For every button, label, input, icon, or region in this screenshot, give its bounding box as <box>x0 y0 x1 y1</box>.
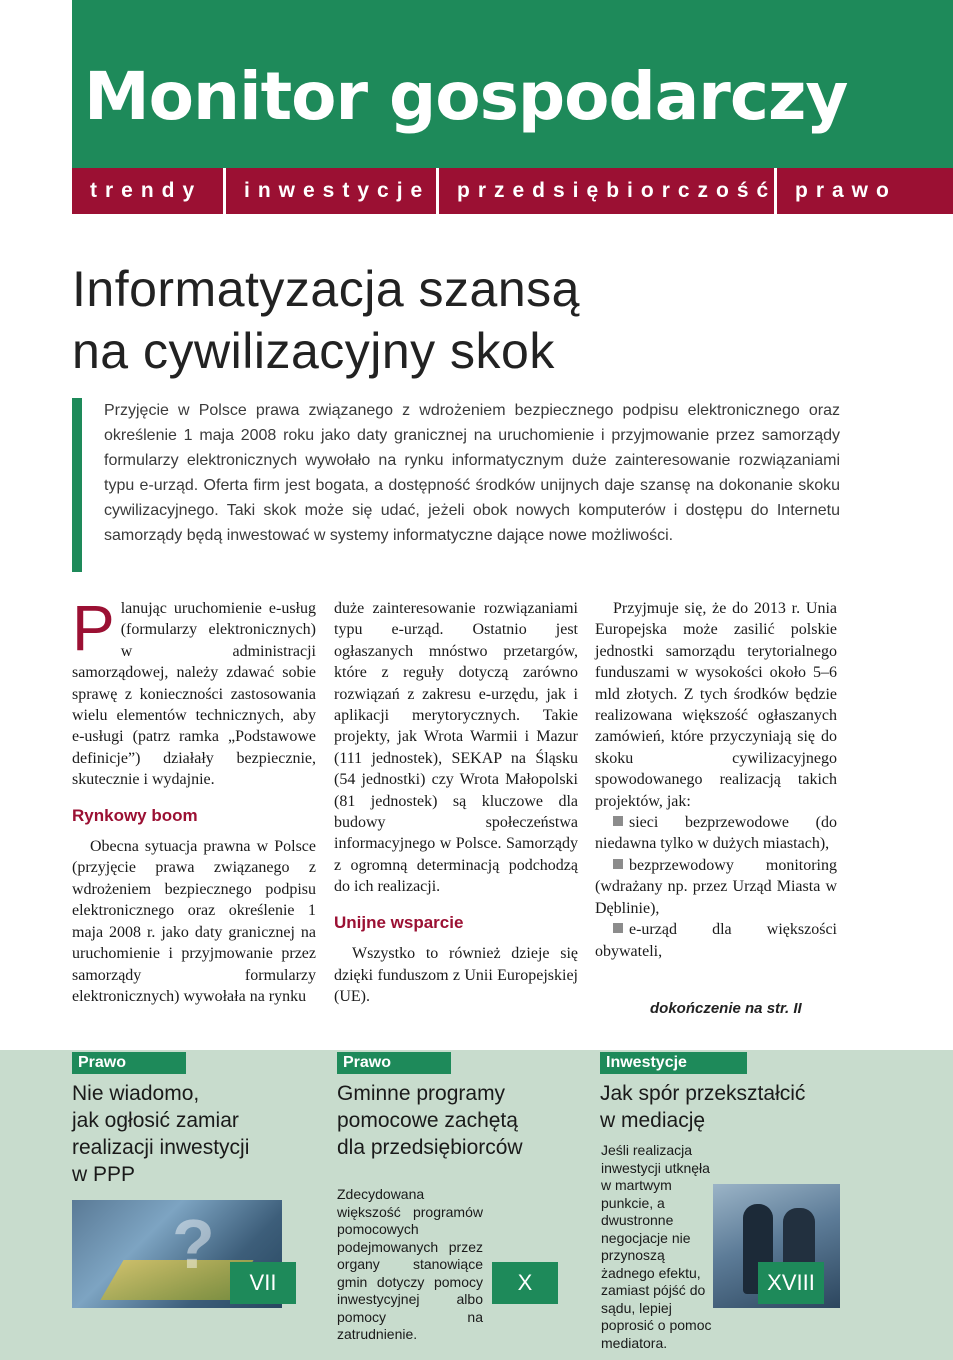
headline-line-1: Informatyzacja szansą <box>72 261 580 317</box>
teaser-tag: Prawo <box>72 1052 186 1074</box>
bullet-square-icon <box>613 923 623 933</box>
paragraph-2: Obecna sytuacja prawna w Polsce (przyjęcie prawa związanego z wdrożeniem bezpiecznego podpisu elektronicznego oraz określenie 1 maja 2008 r. jako daty granicznej na uruchomienie i przyjmowanie przez samorządy formularzy elektronicznych) wywołała na rynku <box>72 838 316 1005</box>
body-column-3 <box>595 598 837 962</box>
bullet-item <box>595 812 837 855</box>
section-trendy[interactable]: trendy <box>90 179 203 202</box>
section-inwestycje[interactable]: inwestycje <box>223 168 436 214</box>
section-nav <box>72 168 953 214</box>
teaser-page-number[interactable]: VII <box>230 1262 296 1304</box>
paragraph-4: Przyjmuje się, że do 2013 r. Unia Europejska może zasilić polskie jednostki samorządu terytorialnego funduszami w wysokości około 5–6 mld złotych. Z tych środków będzie realizowana większość ogłaszanych zamówień, które przyczyniają się do skoku cywilizacyjnego spowodowanego realizacją takich projektów, jak: <box>595 600 837 810</box>
paragraph-2-continued: duże zainteresowanie rozwiązaniami typu e-urząd. Ostatnio jest ogłaszanych mnóstwo przetargów, które z reguły dotyczą zarówno rozwiązań z zakresu e-urzędu, jak i aplikacji merytorycznych. Takie projekty, jak Wrota Warmii i Mazur (111 jednostek), SEKAP na Śląsku (54 jednostki) czy Wrota Małopolski (81 jednostek) są kluczowe dla budowy społeczeństwa informacyjnego w Polsce. Samorządy z ogromną determinacją podchodzą do ich realizacji. <box>334 600 578 896</box>
article-lead: Przyjęcie w Polsce prawa związanego z wdrożeniem bezpiecznego podpisu elektronicznego oraz określenie 1 maja 2008 roku jako daty granicznej na uruchomienie i przyjmowanie przez samorządy formularzy elektronicznych wywołało na rynku informatycznym duże zainteresowanie rozwiązaniami typu e-urząd. Oferta firm jest bogata, a dostępność środków unijnych daje szansę na dokonanie skoku cywilizacyjnego. Taki skok może się udać, jeżeli obok nowych komputerów i dostępu do Internetu samorządy będą inwestować w systemy informatyczne dające nowe możliwości. <box>104 402 840 544</box>
body-column-1 <box>72 592 316 1007</box>
drop-cap: P <box>72 592 115 664</box>
subhead-rynkowy-boom: Rynkowy boom <box>72 805 198 825</box>
paragraph-1: lanując uruchomienie e-usług (formularzy elektronicznych) w administracji samorządowej, należy zdawać sobie sprawę z konieczności zastosowania wielu elementów technicznych, aby e-usługi (patrz ramka „Podstawowe definicje”) działały bezpiecznie, skutecznie i wydajnie. <box>72 600 316 789</box>
teaser-page-number[interactable]: XVIII <box>758 1262 824 1304</box>
bullet-item <box>595 855 837 919</box>
teaser-title: Nie wiadomo, jak ogłosić zamiar realizacji inwestycji w PPP <box>72 1082 250 1186</box>
teaser-ppp[interactable] <box>72 1052 272 1188</box>
bullet-text: e-urząd dla większości obywateli, <box>595 921 837 960</box>
teaser-mediacja[interactable] <box>600 1052 840 1134</box>
teaser-page-number[interactable]: X <box>492 1262 558 1304</box>
section-przedsiebiorczosc[interactable]: przedsiębiorczość <box>436 168 774 214</box>
article-headline <box>72 258 580 382</box>
bullet-text: sieci bezprzewodowe (do niedawna tylko w dużych miastach), <box>595 814 837 853</box>
section-prawo[interactable]: prawo <box>774 168 953 214</box>
bullet-square-icon <box>613 859 623 869</box>
teaser-text: Jeśli realizacja inwestycji utknęła w martwym punkcie, a dwustronne negocjacje nie przynoszą żadnego efektu, zamiast pójść do sądu, lepiej poprosić o pomoc mediatora. <box>601 1142 712 1351</box>
continued-on-page-link[interactable]: dokończenie na str. II <box>650 1000 802 1017</box>
masthead <box>72 0 953 168</box>
teaser-tag: Inwestycje <box>600 1052 747 1074</box>
teaser-title: Jak spór przekształcić w mediację <box>600 1082 806 1132</box>
headline-line-2: na cywilizacyjny skok <box>72 323 555 379</box>
teaser-tag: Prawo <box>337 1052 451 1074</box>
bullet-square-icon <box>613 816 623 826</box>
bullet-text: bezprzewodowy monitoring (wdrażany np. przez Urząd Miasta w Dęblinie), <box>595 856 837 917</box>
teaser-programy-pomocowe[interactable] <box>337 1052 577 1161</box>
lead-accent-bar <box>72 398 82 572</box>
teaser-title: Gminne programy pomocowe zachętą dla przedsiębiorców <box>337 1082 523 1159</box>
question-mark-icon: ? <box>172 1205 215 1283</box>
paragraph-3: Wszystko to również dzieje się dzięki funduszom z Unii Europejskiej (UE). <box>334 945 578 1005</box>
body-column-2 <box>334 598 578 1007</box>
teaser-text: Zdecydowana większość programów pomocowych podejmowanych przez organy stanowiące gmin dotyczy pomocy inwestycyjnej albo pomocy na zatrudnienie. <box>337 1186 483 1342</box>
masthead-title: Monitor gospodarczy <box>84 58 848 135</box>
bullet-item <box>595 919 837 962</box>
subhead-unijne-wsparcie: Unijne wsparcie <box>334 912 464 932</box>
